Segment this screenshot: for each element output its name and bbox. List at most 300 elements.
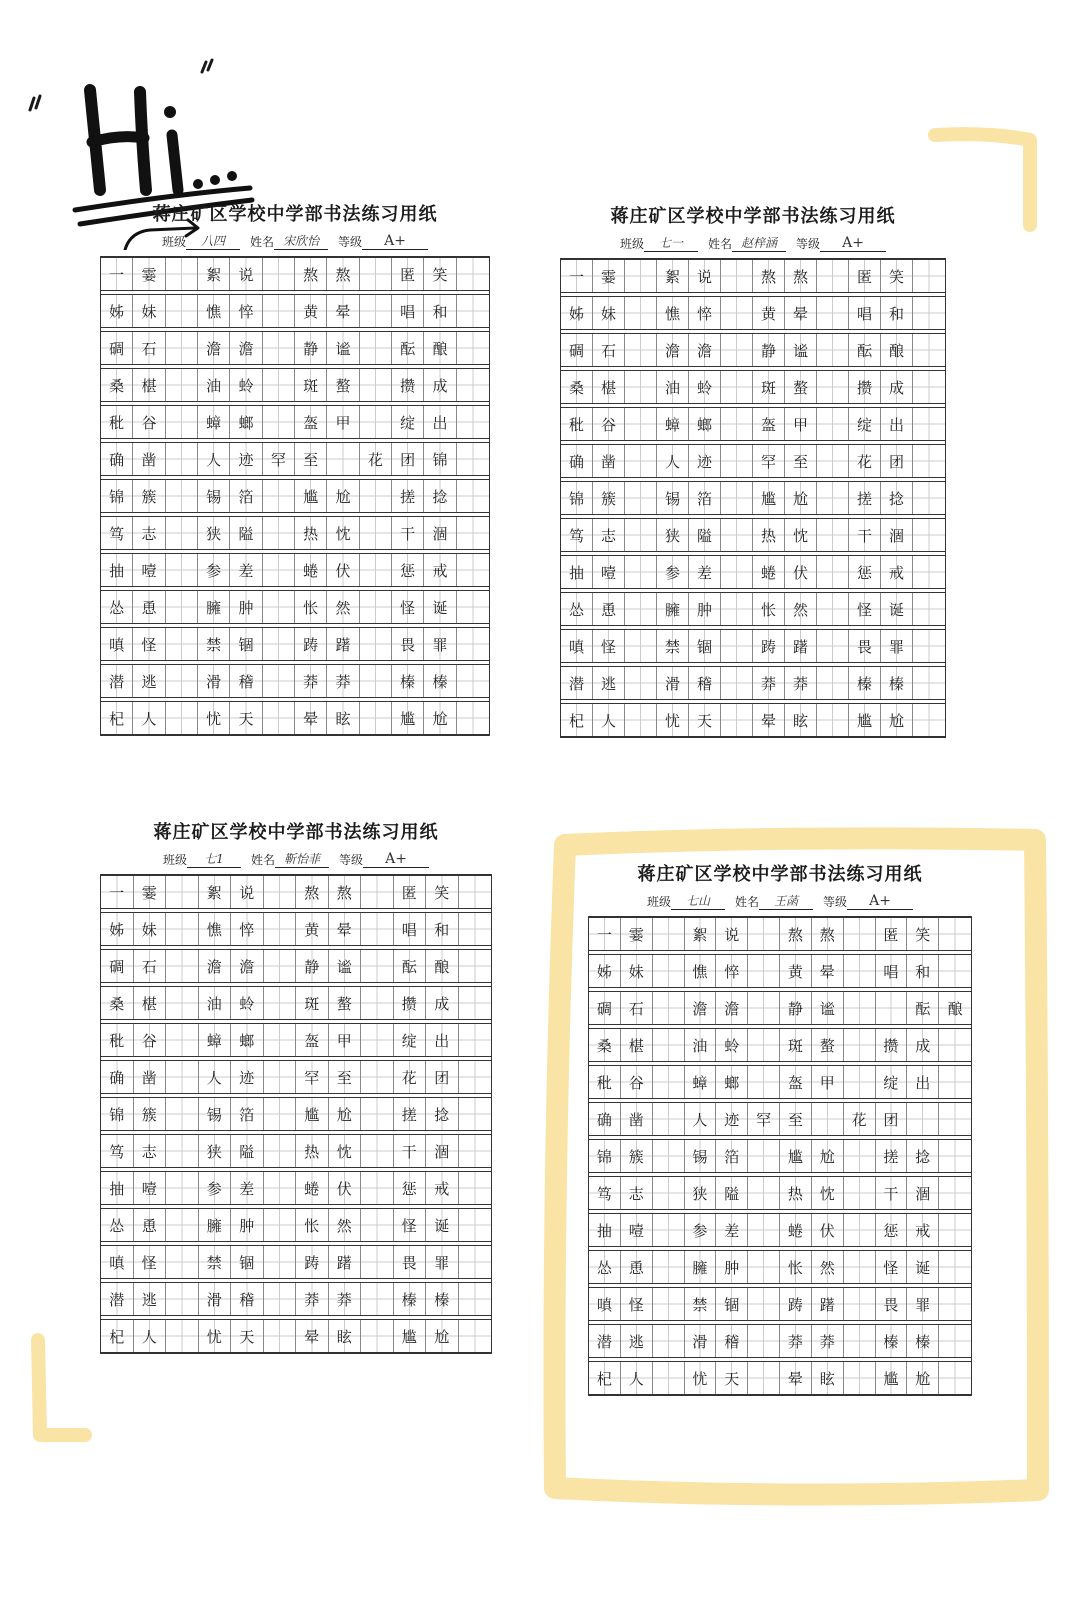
- grid-cell: [263, 480, 295, 512]
- grid-cell: 捻: [881, 482, 913, 514]
- grid-cell: 畏: [849, 630, 881, 662]
- grid-cell: 熬: [327, 258, 359, 290]
- grid-cell: [721, 704, 753, 736]
- grid-row: [561, 703, 945, 737]
- grid-cell: 悴: [716, 955, 748, 987]
- grid-cell: 怂: [101, 591, 133, 623]
- class-label: 班级: [162, 853, 187, 867]
- grid-cell: 姊: [589, 955, 621, 987]
- grid-cell: [263, 628, 295, 660]
- grid-cell: 唱: [392, 295, 424, 327]
- grid-cell: 诞: [881, 593, 913, 625]
- grid-cell: [361, 1172, 394, 1204]
- grid-cell: [939, 1288, 971, 1320]
- grid-cell: [721, 630, 753, 662]
- grid-cell: [653, 1103, 685, 1135]
- grade-value: A+: [847, 893, 913, 910]
- grid-cell: 罕: [753, 445, 785, 477]
- grid-cell: [166, 665, 198, 697]
- grid-cell: [721, 667, 753, 699]
- grid-cell: [913, 260, 945, 292]
- grid-cell: 捻: [424, 480, 456, 512]
- grid-cell: 榛: [876, 1325, 908, 1357]
- grid-cell: 桑: [589, 1029, 621, 1061]
- grid-cell: 狭: [657, 519, 689, 551]
- grid-cell: [939, 1251, 971, 1283]
- grid-cell: 斑: [295, 369, 327, 401]
- grid-cell: 确: [101, 443, 133, 475]
- grid-cell: 妹: [134, 913, 167, 945]
- grid-cell: [166, 517, 198, 549]
- grid-cell: [264, 1135, 297, 1167]
- grid-cell: [459, 1061, 492, 1093]
- grid-row: [101, 257, 489, 291]
- grid-cell: [166, 1246, 199, 1278]
- grid-row: [101, 590, 489, 624]
- grid-cell: 莽: [295, 665, 327, 697]
- grid-cell: 隘: [716, 1177, 748, 1209]
- grid-cell: [844, 1362, 876, 1394]
- grid-cell: 怅: [753, 593, 785, 625]
- grid-cell: 人: [621, 1362, 653, 1394]
- grid-cell: [166, 1024, 199, 1056]
- grid-cell: 稽: [716, 1325, 748, 1357]
- grid-cell: 搓: [394, 1098, 427, 1130]
- grid-cell: 螯: [785, 371, 817, 403]
- grid-cell: [361, 1098, 394, 1130]
- grid-cell: 罕: [748, 1103, 780, 1135]
- grid-cell: [844, 1029, 876, 1061]
- grid-cell: 甲: [329, 1024, 362, 1056]
- grid-cell: 尬: [812, 1140, 844, 1172]
- grid-cell: [457, 258, 489, 290]
- grid-cell: 澹: [657, 334, 689, 366]
- grid-cell: 然: [329, 1209, 362, 1241]
- grid-cell: [263, 591, 295, 623]
- grid-cell: 忧: [198, 702, 230, 734]
- grid-cell: 嗔: [101, 628, 133, 660]
- grid-cell: 花: [394, 1061, 427, 1093]
- grid-cell: 花: [844, 1103, 876, 1135]
- grid-cell: 志: [133, 517, 165, 549]
- grid-cell: 唱: [394, 913, 427, 945]
- grid-cell: [459, 1246, 492, 1278]
- grid-cell: 抽: [589, 1214, 621, 1246]
- grid-cell: [653, 1251, 685, 1283]
- grid-cell: 臃: [685, 1251, 717, 1283]
- grid-cell: [817, 593, 849, 625]
- grid-cell: 杞: [589, 1362, 621, 1394]
- grid-cell: 攒: [849, 371, 881, 403]
- grid-cell: 团: [392, 443, 424, 475]
- grid-cell: 志: [593, 519, 625, 551]
- grid-cell: [264, 1283, 297, 1315]
- grid-cell: 忱: [327, 517, 359, 549]
- grid-cell: 至: [295, 443, 327, 475]
- grid-cell: 天: [716, 1362, 748, 1394]
- grid-cell: [913, 482, 945, 514]
- grid-cell: 攒: [876, 1029, 908, 1061]
- grid-cell: 怅: [780, 1251, 812, 1283]
- grid-row: [561, 296, 945, 330]
- grid-row: [101, 986, 491, 1020]
- grid-cell: [625, 519, 657, 551]
- grid-cell: 怪: [392, 591, 424, 623]
- grid-cell: [748, 1177, 780, 1209]
- grid-cell: 晕: [296, 1320, 329, 1352]
- practice-sheet-4: [588, 860, 972, 1396]
- grid-cell: [361, 1024, 394, 1056]
- grid-cell: [721, 556, 753, 588]
- grid-cell: 确: [589, 1103, 621, 1135]
- grid-cell: 潜: [561, 667, 593, 699]
- grid-cell: [913, 519, 945, 551]
- grid-cell: 肿: [230, 591, 262, 623]
- grid-cell: 一: [101, 876, 134, 908]
- grid-cell: [721, 593, 753, 625]
- grid-cell: 箔: [231, 1098, 264, 1130]
- grid-cell: 莽: [753, 667, 785, 699]
- grid-cell: [361, 1135, 394, 1167]
- grid-cell: 人: [657, 445, 689, 477]
- grid-cell: [459, 1209, 492, 1241]
- grid-cell: 絮: [198, 258, 230, 290]
- grid-cell: [721, 408, 753, 440]
- grid-cell: 莽: [329, 1283, 362, 1315]
- grid-cell: [625, 408, 657, 440]
- grid-cell: [625, 482, 657, 514]
- grid-cell: 绽: [876, 1066, 908, 1098]
- grid-cell: 恿: [133, 591, 165, 623]
- character-grid: [560, 258, 946, 738]
- grid-cell: [625, 704, 657, 736]
- grid-cell: [361, 913, 394, 945]
- grid-cell: 蟑: [198, 406, 230, 438]
- grid-cell: 志: [621, 1177, 653, 1209]
- grid-cell: 澹: [689, 334, 721, 366]
- grid-row: [589, 1361, 971, 1395]
- grid-cell: 熬: [329, 876, 362, 908]
- grid-cell: [625, 334, 657, 366]
- grid-cell: [457, 332, 489, 364]
- grid-cell: 和: [426, 913, 459, 945]
- grid-cell: [360, 554, 392, 586]
- grid-cell: [913, 445, 945, 477]
- grid-cell: [166, 1283, 199, 1315]
- grid-row: [589, 1176, 971, 1210]
- grid-cell: [360, 628, 392, 660]
- grid-cell: [361, 1209, 394, 1241]
- grid-cell: 莽: [780, 1325, 812, 1357]
- grid-cell: [939, 1325, 971, 1357]
- grid-row: [589, 1065, 971, 1099]
- grid-cell: [653, 992, 685, 1024]
- grid-cell: [166, 987, 199, 1019]
- grid-cell: 姊: [561, 297, 593, 329]
- grid-cell: 蟑: [657, 408, 689, 440]
- grid-cell: [939, 955, 971, 987]
- grid-cell: 恿: [593, 593, 625, 625]
- grid-cell: 滑: [198, 665, 230, 697]
- grid-cell: [913, 556, 945, 588]
- grid-cell: 锦: [101, 480, 133, 512]
- grid-cell: 说: [231, 876, 264, 908]
- grid-cell: 隘: [230, 517, 262, 549]
- grid-cell: [264, 987, 297, 1019]
- grid-cell: 椹: [593, 371, 625, 403]
- grid-cell: 憔: [685, 955, 717, 987]
- grid-cell: [166, 591, 198, 623]
- grid-cell: 至: [785, 445, 817, 477]
- grid-cell: 怅: [296, 1209, 329, 1241]
- grid-cell: 抽: [101, 1172, 134, 1204]
- grid-cell: [844, 918, 876, 950]
- grid-cell: 晕: [785, 297, 817, 329]
- grid-cell: 碉: [101, 332, 133, 364]
- grid-cell: 榛: [907, 1325, 939, 1357]
- grid-cell: [939, 918, 971, 950]
- grid-cell: 人: [199, 1061, 232, 1093]
- grid-cell: 酝: [849, 334, 881, 366]
- grid-cell: 怅: [295, 591, 327, 623]
- grid-cell: [457, 443, 489, 475]
- grid-cell: [844, 1066, 876, 1098]
- grid-cell: [360, 517, 392, 549]
- grid-cell: [913, 593, 945, 625]
- grid-cell: [166, 702, 198, 734]
- name-value: 王菡: [759, 892, 813, 910]
- grid-cell: 碉: [101, 950, 134, 982]
- grid-cell: 谧: [785, 334, 817, 366]
- grid-cell: 潜: [101, 665, 133, 697]
- grid-cell: 酿: [881, 334, 913, 366]
- grid-cell: 凿: [134, 1061, 167, 1093]
- grid-cell: [360, 406, 392, 438]
- grid-cell: [166, 1135, 199, 1167]
- grid-cell: 迹: [689, 445, 721, 477]
- grid-cell: 参: [685, 1214, 717, 1246]
- grid-cell: [721, 297, 753, 329]
- grid-cell: 搓: [392, 480, 424, 512]
- grid-cell: 锡: [198, 480, 230, 512]
- grid-cell: 搓: [849, 482, 881, 514]
- grid-cell: [360, 591, 392, 623]
- grid-cell: 躇: [327, 628, 359, 660]
- grid-cell: 箔: [716, 1140, 748, 1172]
- grid-cell: 怂: [589, 1251, 621, 1283]
- grid-cell: 绽: [392, 406, 424, 438]
- grid-cell: 石: [621, 992, 653, 1024]
- grid-cell: 罪: [426, 1246, 459, 1278]
- grid-cell: [625, 556, 657, 588]
- grid-cell: 妹: [593, 297, 625, 329]
- grid-cell: [166, 258, 198, 290]
- grid-cell: [459, 913, 492, 945]
- grid-row: [101, 1171, 491, 1205]
- grid-cell: [459, 1135, 492, 1167]
- grid-cell: 熬: [780, 918, 812, 950]
- grid-cell: 成: [426, 987, 459, 1019]
- grid-cell: 差: [231, 1172, 264, 1204]
- grid-cell: 谷: [133, 406, 165, 438]
- name-value: 靳怡菲: [275, 850, 329, 868]
- grid-cell: 碉: [561, 334, 593, 366]
- class-label: 班级: [646, 895, 671, 909]
- grid-cell: 花: [360, 443, 392, 475]
- grid-cell: 晕: [327, 295, 359, 327]
- grid-cell: [263, 258, 295, 290]
- grid-cell: 锡: [685, 1140, 717, 1172]
- grid-cell: 怪: [133, 628, 165, 660]
- grid-cell: [913, 334, 945, 366]
- grid-cell: [361, 1061, 394, 1093]
- grid-cell: 参: [198, 554, 230, 586]
- grid-cell: [907, 1103, 939, 1135]
- grid-cell: 杞: [101, 1320, 134, 1352]
- grid-cell: [748, 992, 780, 1024]
- grid-cell: 霎: [134, 876, 167, 908]
- grid-cell: 憔: [199, 913, 232, 945]
- grid-cell: 尴: [392, 702, 424, 734]
- grid-cell: 和: [907, 955, 939, 987]
- grid-cell: 榛: [849, 667, 881, 699]
- grid-cell: 螂: [716, 1066, 748, 1098]
- grid-cell: 攒: [394, 987, 427, 1019]
- grid-cell: 尬: [424, 702, 456, 734]
- grid-cell: 螯: [812, 1029, 844, 1061]
- grid-cell: 戒: [881, 556, 913, 588]
- grid-cell: 榛: [424, 665, 456, 697]
- grid-cell: 抽: [561, 556, 593, 588]
- grid-cell: 怪: [876, 1251, 908, 1283]
- grid-cell: 禁: [199, 1246, 232, 1278]
- grid-cell: 热: [753, 519, 785, 551]
- grid-cell: 桑: [101, 369, 133, 401]
- grid-cell: 出: [424, 406, 456, 438]
- grid-cell: 澹: [199, 950, 232, 982]
- grid-cell: 笑: [881, 260, 913, 292]
- grid-row: [561, 481, 945, 515]
- grid-cell: 罪: [907, 1288, 939, 1320]
- grid-cell: [817, 297, 849, 329]
- grid-cell: [817, 334, 849, 366]
- grid-cell: 凿: [593, 445, 625, 477]
- grid-cell: 怪: [849, 593, 881, 625]
- grid-cell: 忧: [685, 1362, 717, 1394]
- grid-cell: 黄: [296, 913, 329, 945]
- grid-cell: 团: [426, 1061, 459, 1093]
- grid-cell: 黄: [780, 955, 812, 987]
- grid-cell: [361, 876, 394, 908]
- grid-cell: 熬: [295, 258, 327, 290]
- name-value: 赵梓涵: [732, 234, 786, 252]
- grid-row: [101, 912, 491, 946]
- grid-row: [589, 991, 971, 1025]
- name-label: 姓名: [250, 853, 275, 867]
- character-grid: [588, 916, 972, 1396]
- grid-row: [101, 553, 489, 587]
- grid-cell: 笑: [426, 876, 459, 908]
- name-label: 姓名: [734, 895, 759, 909]
- grade-label: 等级: [339, 853, 364, 867]
- grid-cell: 笃: [589, 1177, 621, 1209]
- grid-cell: [748, 1214, 780, 1246]
- grid-cell: 罕: [296, 1061, 329, 1093]
- grid-cell: [653, 1177, 685, 1209]
- grid-cell: 肿: [231, 1209, 264, 1241]
- grid-cell: 絮: [199, 876, 232, 908]
- grid-row: [561, 407, 945, 441]
- grid-row: [561, 518, 945, 552]
- grid-cell: 锦: [589, 1140, 621, 1172]
- grid-cell: 攒: [392, 369, 424, 401]
- grid-cell: 踌: [780, 1288, 812, 1320]
- grid-cell: 澹: [230, 332, 262, 364]
- grid-cell: 热: [295, 517, 327, 549]
- grid-cell: 团: [881, 445, 913, 477]
- grid-cell: 稽: [689, 667, 721, 699]
- grid-cell: 怪: [621, 1288, 653, 1320]
- grid-cell: 抽: [101, 554, 133, 586]
- grid-cell: 踌: [296, 1246, 329, 1278]
- grid-cell: 谷: [621, 1066, 653, 1098]
- grid-cell: [459, 1172, 492, 1204]
- character-grid: [100, 256, 490, 736]
- grid-cell: 澹: [198, 332, 230, 364]
- grid-cell: [844, 1140, 876, 1172]
- grid-cell: 然: [812, 1251, 844, 1283]
- class-value: 八四: [186, 232, 240, 250]
- grid-row: [561, 555, 945, 589]
- grid-cell: 椹: [621, 1029, 653, 1061]
- grid-cell: 榛: [426, 1283, 459, 1315]
- grid-cell: 石: [133, 332, 165, 364]
- grid-cell: [263, 517, 295, 549]
- grid-cell: 伏: [327, 554, 359, 586]
- grid-cell: 酝: [394, 950, 427, 982]
- grid-cell: [844, 1325, 876, 1357]
- grid-cell: 斑: [780, 1029, 812, 1061]
- grid-cell: 尴: [296, 1098, 329, 1130]
- grid-cell: 锢: [231, 1246, 264, 1278]
- grid-cell: [748, 1066, 780, 1098]
- grid-cell: [625, 297, 657, 329]
- grid-cell: [361, 950, 394, 982]
- grid-cell: [263, 702, 295, 734]
- grid-cell: 悴: [231, 913, 264, 945]
- grid-cell: 尬: [327, 480, 359, 512]
- grid-cell: 蟑: [199, 1024, 232, 1056]
- grid-cell: 畏: [392, 628, 424, 660]
- grid-row: [589, 1250, 971, 1284]
- grid-cell: 杞: [101, 702, 133, 734]
- grid-cell: 天: [689, 704, 721, 736]
- grid-cell: 畏: [394, 1246, 427, 1278]
- grid-cell: 躇: [785, 630, 817, 662]
- grid-cell: 笃: [101, 1135, 134, 1167]
- grade-value: A+: [363, 851, 429, 868]
- grid-cell: [817, 630, 849, 662]
- grid-cell: [748, 955, 780, 987]
- grid-cell: [625, 593, 657, 625]
- grid-cell: 静: [753, 334, 785, 366]
- class-value: 七一: [644, 234, 698, 252]
- grid-cell: 罪: [424, 628, 456, 660]
- grid-cell: 禁: [198, 628, 230, 660]
- grid-row: [101, 1282, 491, 1316]
- grid-cell: 尬: [881, 704, 913, 736]
- grid-cell: [625, 371, 657, 403]
